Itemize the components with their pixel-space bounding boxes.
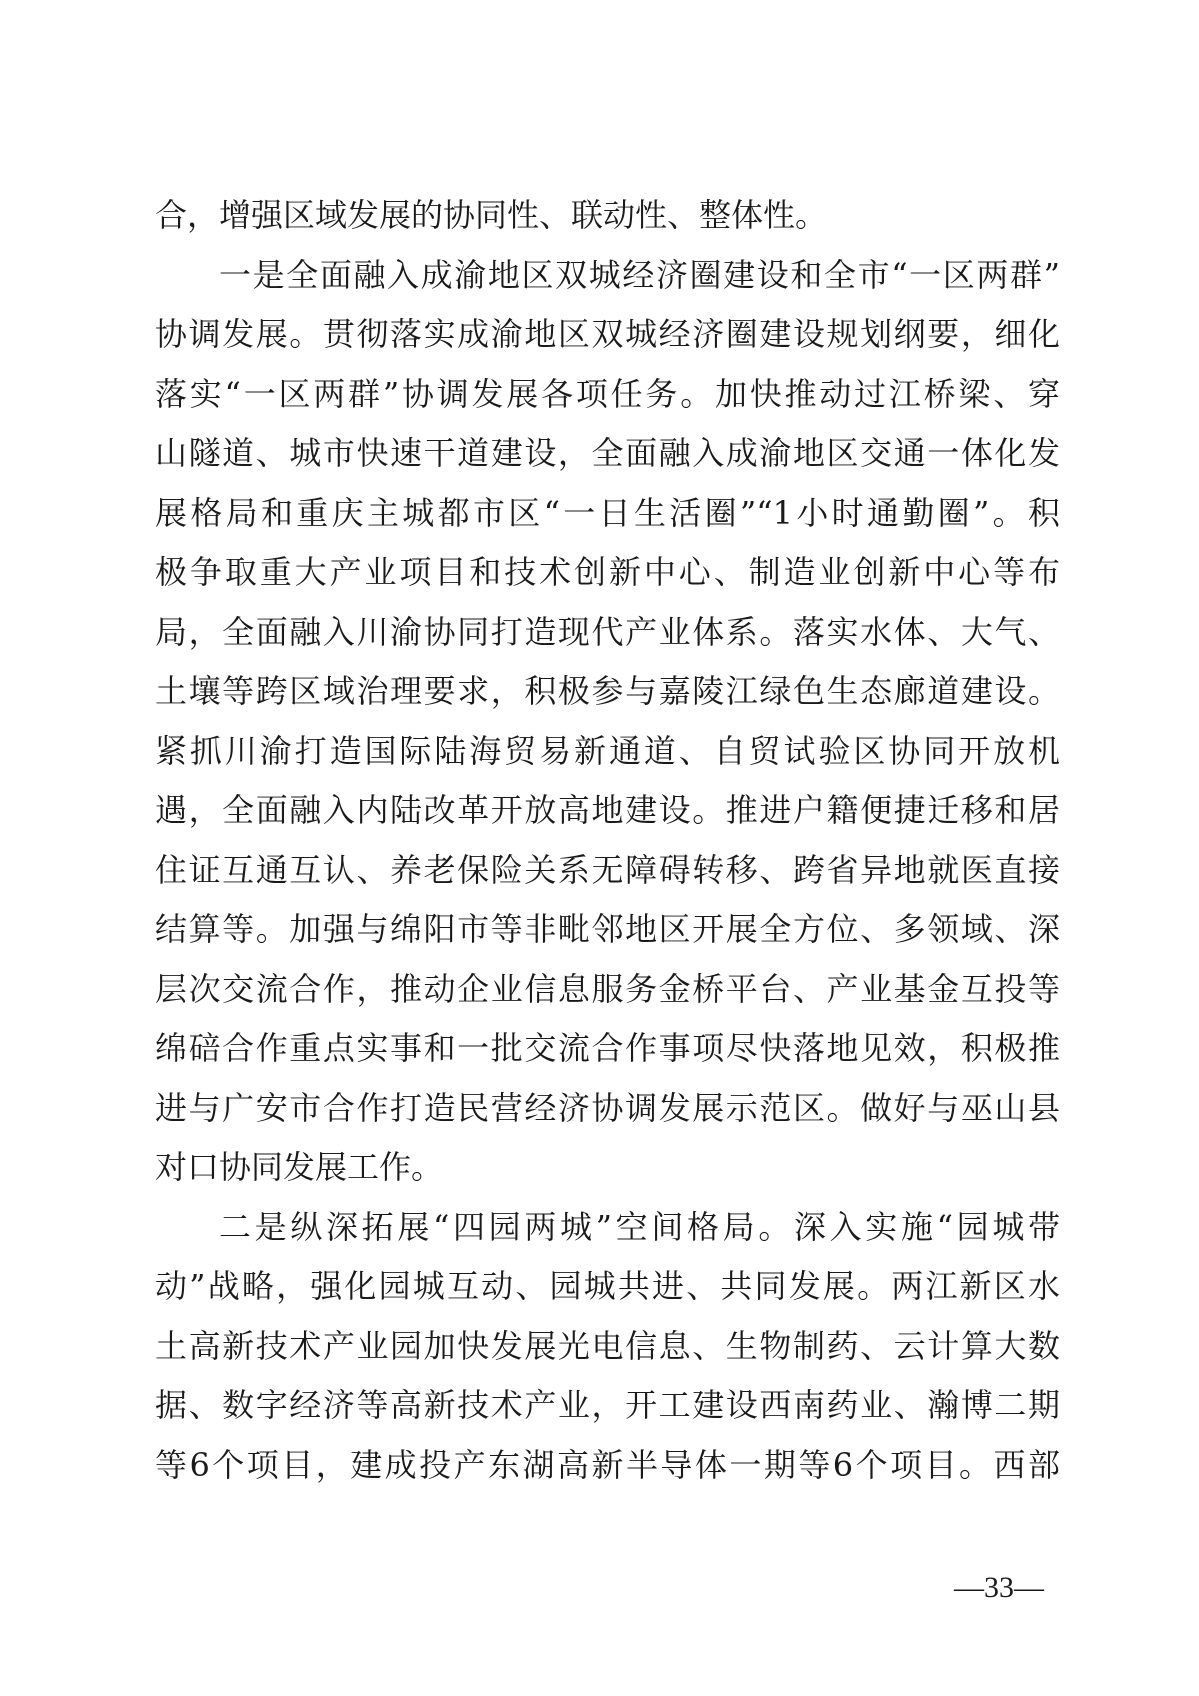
text-line: 紧抓川渝打造国际陆海贸易新通道、自贸试验区协同开放机 [155,731,1060,770]
text-line: 合，增强区域发展的协同性、联动性、整体性。 [155,196,828,234]
text-line: 绵碚合作重点实事和一批交流合作事项尽快落地见效，积极推 [155,1029,1060,1067]
text-line: 结算等。加强与绵阳市等非毗邻地区开展全方位、多领域、深 [155,910,1060,948]
text-line: 据、数字经济等高新技术产业，开工建设西南药业、瀚博二期 [155,1386,1060,1424]
text-line: 住证互通互认、养老保险关系无障碍转移、跨省异地就医直接 [155,850,1060,889]
text-line: 展格局和重庆主城都市区“一日生活圈”“1小时通勤圈”。积 [155,493,1060,532]
text-line: 遇，全面融入内陆改革开放高地建设。推进户籍便捷迁移和居 [155,791,1060,829]
text-line: 极争取重大产业项目和技术创新中心、制造业创新中心等布 [155,553,1060,591]
text-line: 协调发展。贯彻落实成渝地区双城经济圈建设规划纲要，细化 [155,315,1060,353]
text-line: 动”战略，强化园城互动、园城共进、共同发展。两江新区水 [155,1267,1060,1305]
page-number: —33— [954,1571,1044,1604]
text-line: 土高新技术产业园加快发展光电信息、生物制药、云计算大数 [155,1326,1060,1365]
text-line: 山隧道、城市快速干道建设，全面融入成渝地区交通一体化发 [155,434,1060,472]
text-line: 落实“一区两群”协调发展各项任务。加快推动过江桥梁、穿 [155,374,1060,413]
text-line: 对口协同发展工作。 [155,1148,444,1186]
text-line: 进与广安市合作打造民营经济协调发展示范区。做好与巫山县 [155,1088,1060,1127]
text-line: 等6个项目，建成投产东湖高新半导体一期等6个项目。西部 [155,1445,1060,1484]
paragraph-heading-line: 一是全面融入成渝地区双城经济圈建设和全市“一区两群” [219,255,1060,294]
text-line: 局，全面融入川渝协同打造现代产业体系。落实水体、大气、 [155,612,1060,651]
document-body [155,186,1060,1495]
text-line: 层次交流合作，推动企业信息服务金桥平台、产业基金互投等 [155,969,1060,1008]
text-line: 土壤等跨区域治理要求，积极参与嘉陵江绿色生态廊道建设。 [155,672,1060,710]
paragraph-heading-line: 二是纵深拓展“四园两城”空间格局。深入实施“园城带 [219,1207,1060,1246]
